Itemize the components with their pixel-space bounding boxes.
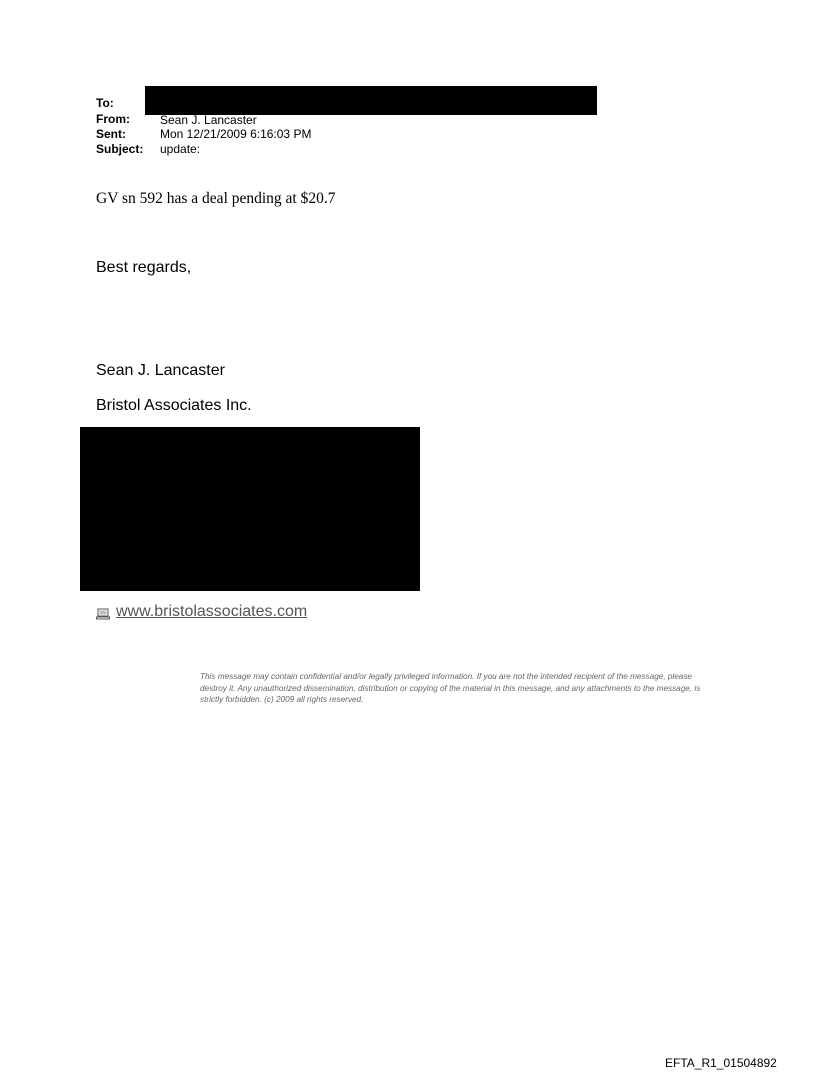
message-text: GV sn 592 has a deal pending at $20.7 xyxy=(96,190,336,207)
computer-icon xyxy=(96,606,110,618)
from-value: Sean J. Lancaster xyxy=(160,113,257,127)
signature-name: Sean J. Lancaster xyxy=(96,362,225,379)
website-row xyxy=(96,602,307,622)
confidentiality-disclaimer: This message may contain confidential and/or legally privileged information. If you are not the intended recipient of the message, please destroy it. Any unauthorized dissemination, distribution or copying of the material in this message, and any attachments to the message, is strictly forbidden. (c) 2009 all rights reserved. xyxy=(200,672,701,704)
closing-text: Best regards, xyxy=(96,259,192,276)
subject-value: update: xyxy=(160,142,201,156)
from-label: From: xyxy=(96,112,130,126)
sent-value: Mon 12/21/2009 6:16:03 PM xyxy=(160,127,312,141)
subject-label: Subject: xyxy=(96,142,144,156)
signature-company: Bristol Associates Inc. xyxy=(96,397,252,414)
to-recipient-redaction xyxy=(145,86,597,115)
signature-redaction xyxy=(80,427,420,591)
to-label: To: xyxy=(96,96,114,110)
website-link[interactable]: www.bristolassociates.com xyxy=(116,603,308,620)
document-id: EFTA_R1_01504892 xyxy=(665,1056,777,1070)
sent-label: Sent: xyxy=(96,127,126,141)
